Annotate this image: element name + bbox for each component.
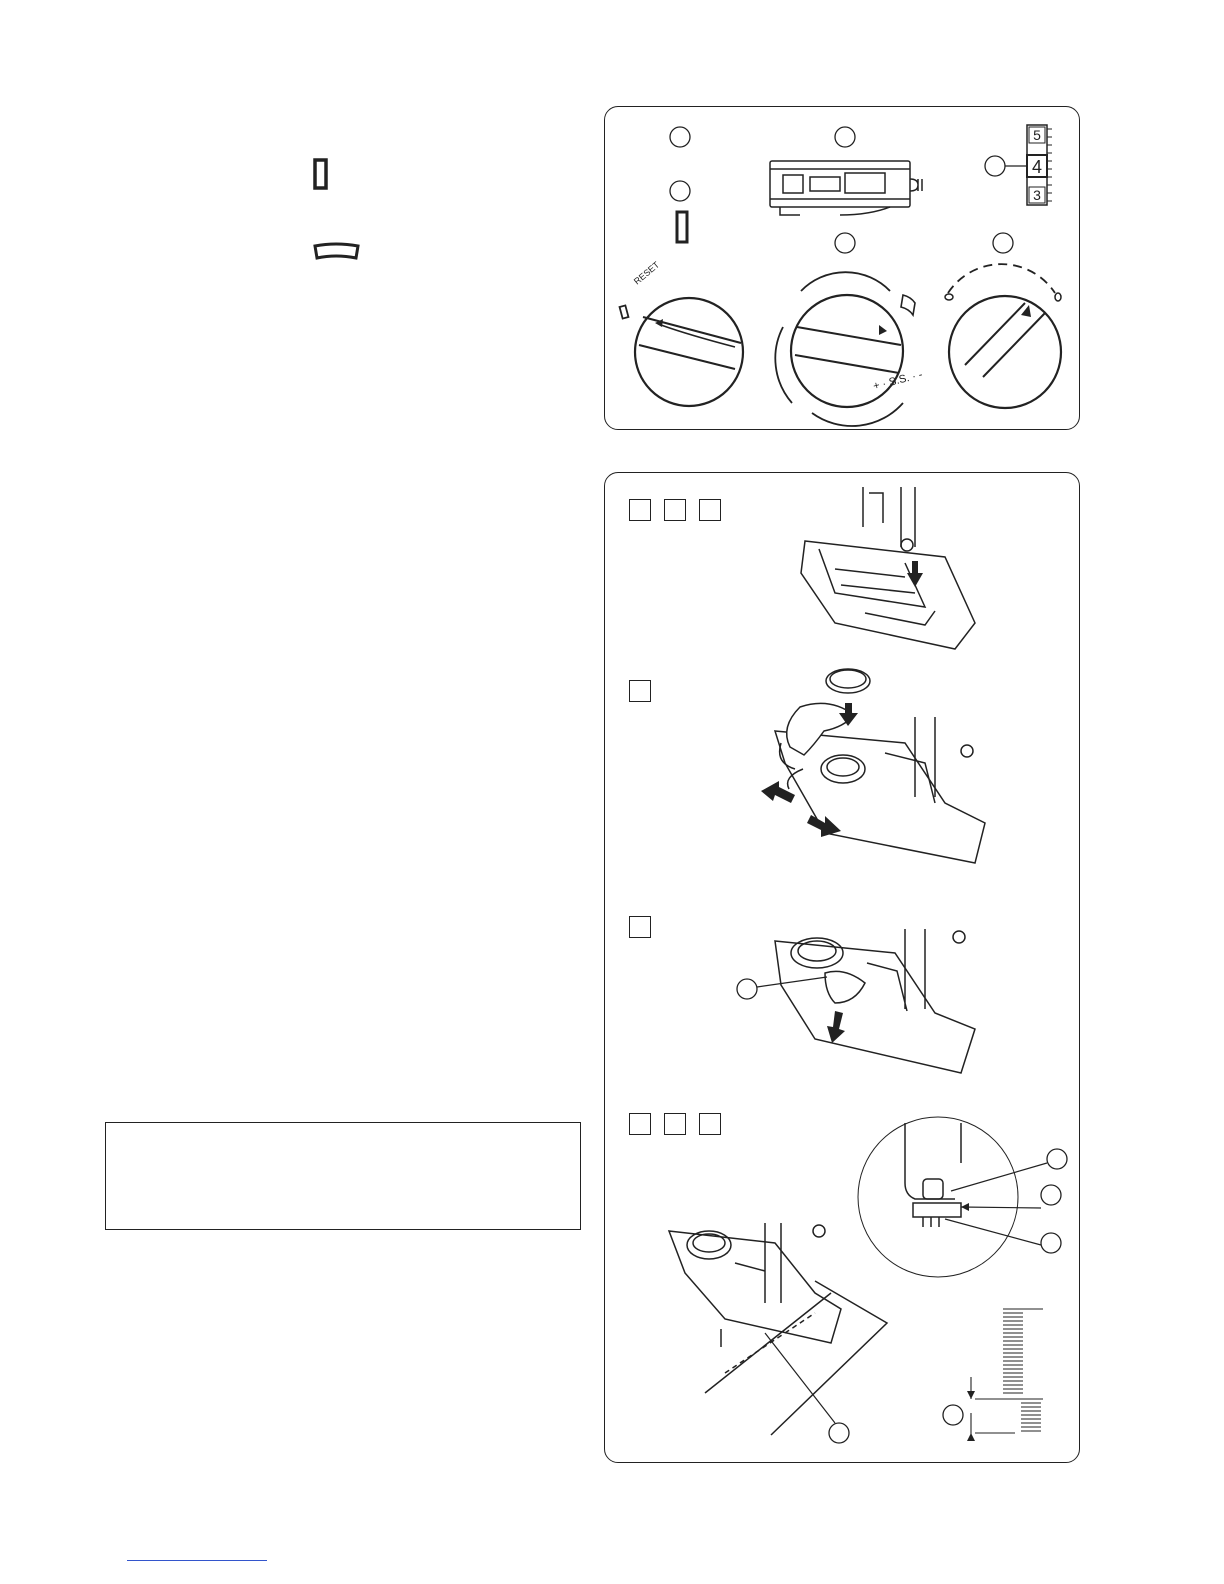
place-button-figure	[775, 669, 985, 863]
arrow-down-icon	[827, 1011, 845, 1043]
stitch-dial	[775, 272, 924, 426]
ref-circle-d	[985, 156, 1005, 176]
stitch-sample	[971, 1309, 1043, 1435]
note-box	[105, 1122, 581, 1230]
ref-circle-g	[1047, 1149, 1067, 1169]
ss-label: + · S.S. · -	[871, 368, 924, 393]
footer-link-rule	[127, 1560, 267, 1561]
arrow-left-icon	[761, 781, 795, 803]
arrow-right-icon	[807, 815, 841, 837]
ref-circle-a	[670, 127, 690, 147]
arrow-down-icon	[907, 561, 923, 587]
sewing-fabric-figure	[669, 1223, 887, 1435]
tension-digit-bottom: 3	[1033, 187, 1041, 203]
ref-circle-f	[993, 233, 1013, 253]
left-symbols	[300, 150, 380, 270]
buttonhole-wide-icon	[315, 244, 358, 258]
foot-attach-figure	[801, 487, 975, 649]
ref-circle-j	[829, 1423, 849, 1443]
ref-circle-i	[1041, 1233, 1061, 1253]
pull-lever-figure	[775, 929, 975, 1073]
magnified-detail	[858, 1117, 1018, 1277]
tension-digit-top: 5	[1033, 127, 1041, 143]
buttonhole-narrow-icon	[677, 212, 687, 242]
tension-digit-current: 4	[1031, 157, 1043, 177]
buttonhole-narrow-icon	[315, 160, 326, 188]
steps-illustration	[605, 473, 1079, 1462]
ref-circle-h	[1041, 1185, 1061, 1205]
pattern-dial	[620, 259, 743, 406]
buttonhole-foot-icon	[770, 161, 922, 215]
length-dial	[945, 264, 1061, 408]
dial-settings-panel	[604, 106, 1080, 430]
ref-circle-c	[670, 181, 690, 201]
ref-circle-e	[835, 233, 855, 253]
tension-scale	[1005, 125, 1052, 205]
ref-circle-b	[835, 127, 855, 147]
ref-circle-k	[943, 1405, 963, 1425]
dial-illustration	[605, 107, 1079, 429]
ref-circle-lever	[737, 979, 757, 999]
reset-label: RESET	[631, 259, 662, 287]
steps-panel	[604, 472, 1080, 1463]
